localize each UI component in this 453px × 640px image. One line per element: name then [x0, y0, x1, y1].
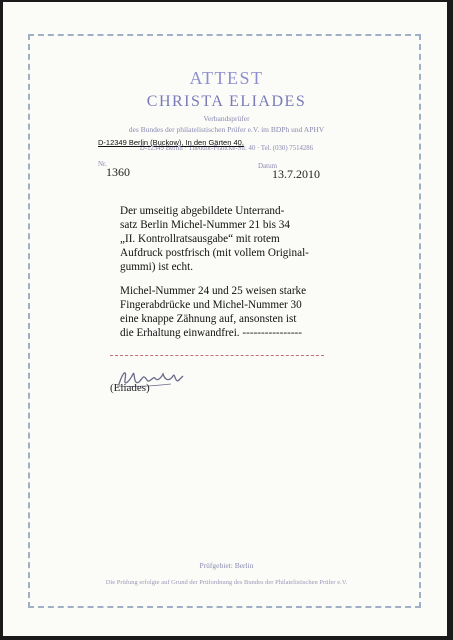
statement-line: Der umseitig abgebildete Unterrand- [120, 205, 285, 217]
examiner-role: Verbandsprüfer [203, 114, 250, 123]
datum-label: Datum [258, 162, 278, 170]
certificate-date: 13.7.2010 [272, 167, 320, 181]
statement-line: Aufdruck postfrisch (mit vollem Original- [120, 247, 309, 259]
examiner-association: des Bundes der philatelistischen Prüfer e.V. im BDPh und APHV [128, 125, 325, 134]
certificate-number: 1360 [106, 165, 130, 179]
condition-statement [120, 284, 306, 340]
condition-line: die Erhaltung einwandfrei. ---------------- [120, 327, 303, 339]
condition-line: eine knappe Zähnung auf, ansonsten ist [120, 313, 297, 325]
condition-line: Fingerabdrücke und Michel-Nummer 30 [120, 299, 302, 311]
statement-line: „II. Kontrollratsausgabe“ mit rotem [120, 233, 280, 245]
condition-line: Michel-Nummer 24 und 25 weisen starke [120, 285, 307, 297]
separator-line [110, 355, 324, 356]
certificate-title: ATTEST [189, 68, 264, 88]
signer-name: (Eliades) [110, 382, 150, 394]
statement-line: gummi) ist echt. [120, 261, 194, 273]
examination-rules-note: Die Prüfung erfolgte auf Grund der Prüfordnung des Bundes der Philatelistischen Prüfer e.V. [105, 579, 348, 586]
statement-line: satz Berlin Michel-Nummer 21 bis 34 [120, 219, 290, 231]
address-stamp: D-12349 Berlin (Buckow), In den Gärten 40, [98, 138, 244, 147]
examiner-name: CHRISTA ELIADES [146, 93, 307, 110]
certificate-statement [120, 204, 309, 274]
nr-label: Nr. [98, 160, 107, 168]
examiner-printed-address: D-12349 Berlin · Theodor-Francke-Str. 40 · Tel. (030) 7514286 [139, 145, 314, 152]
examination-area: Prüfgebiet: Berlin [199, 561, 254, 570]
